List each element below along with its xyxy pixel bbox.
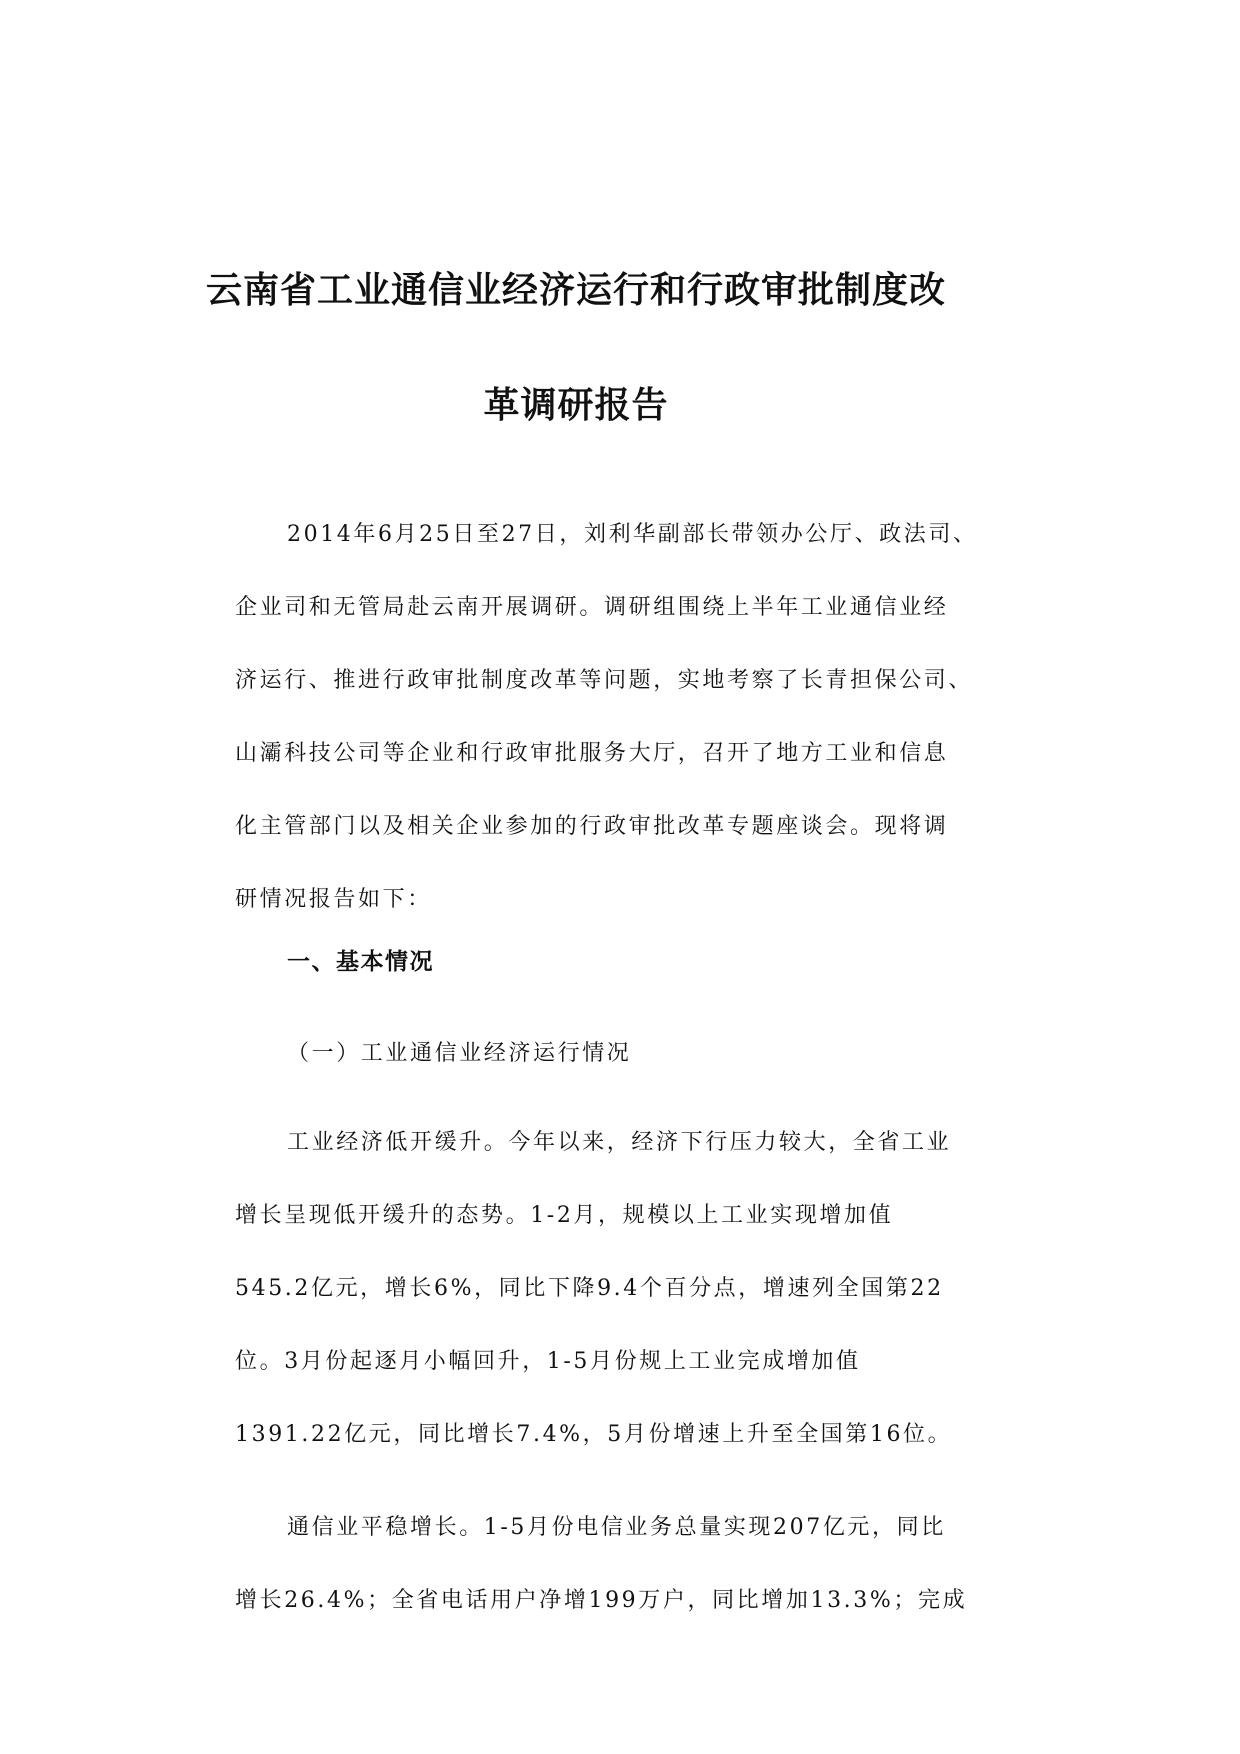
para1-line-5: 1391.22亿元，同比增长7.4%，5月份增速上升至全国第16位。	[235, 1422, 953, 1447]
document-title-line-2: 革调研报告	[483, 385, 669, 426]
intro-line-3: 济运行、推进行政审批制度改革等问题，实地考察了长青担保公司、	[235, 668, 974, 693]
section-heading-basic-situation: 一、基本情况	[287, 949, 434, 975]
intro-line-5: 化主管部门以及相关企业参加的行政审批改革专题座谈会。现将调	[235, 814, 949, 839]
para2-line-1: 通信业平稳增长。1-5月份电信业务总量实现207亿元，同比	[287, 1515, 946, 1540]
para2-line-2: 增长26.4%；全省电话用户净增199万户，同比增加13.3%；完成	[235, 1588, 968, 1613]
para1-line-3: 545.2亿元，增长6%，同比下降9.4个百分点，增速列全国第22	[235, 1276, 944, 1301]
intro-line-6: 研情况报告如下：	[235, 887, 432, 912]
intro-line-4: 山灞科技公司等企业和行政审批服务大厅，召开了地方工业和信息	[235, 741, 949, 766]
para1-line-2: 增长呈现低开缓升的态势。1-2月，规模以上工业实现增加值	[235, 1203, 894, 1228]
para1-line-1: 工业经济低开缓升。今年以来，经济下行压力较大，全省工业	[287, 1130, 952, 1155]
subsection-heading-economic-operation: （一）工业通信业经济运行情况	[287, 1041, 632, 1066]
para1-line-4: 位。3月份起逐月小幅回升，1-5月份规上工业完成增加值	[235, 1349, 861, 1374]
document-title-line-1: 云南省工业通信业经济运行和行政审批制度改	[205, 270, 946, 311]
intro-line-1: 2014年6月25日至27日，刘利华副部长带领办公厅、政法司、	[287, 522, 978, 547]
intro-line-2: 企业司和无管局赴云南开展调研。调研组围绕上半年工业通信业经	[235, 595, 949, 620]
